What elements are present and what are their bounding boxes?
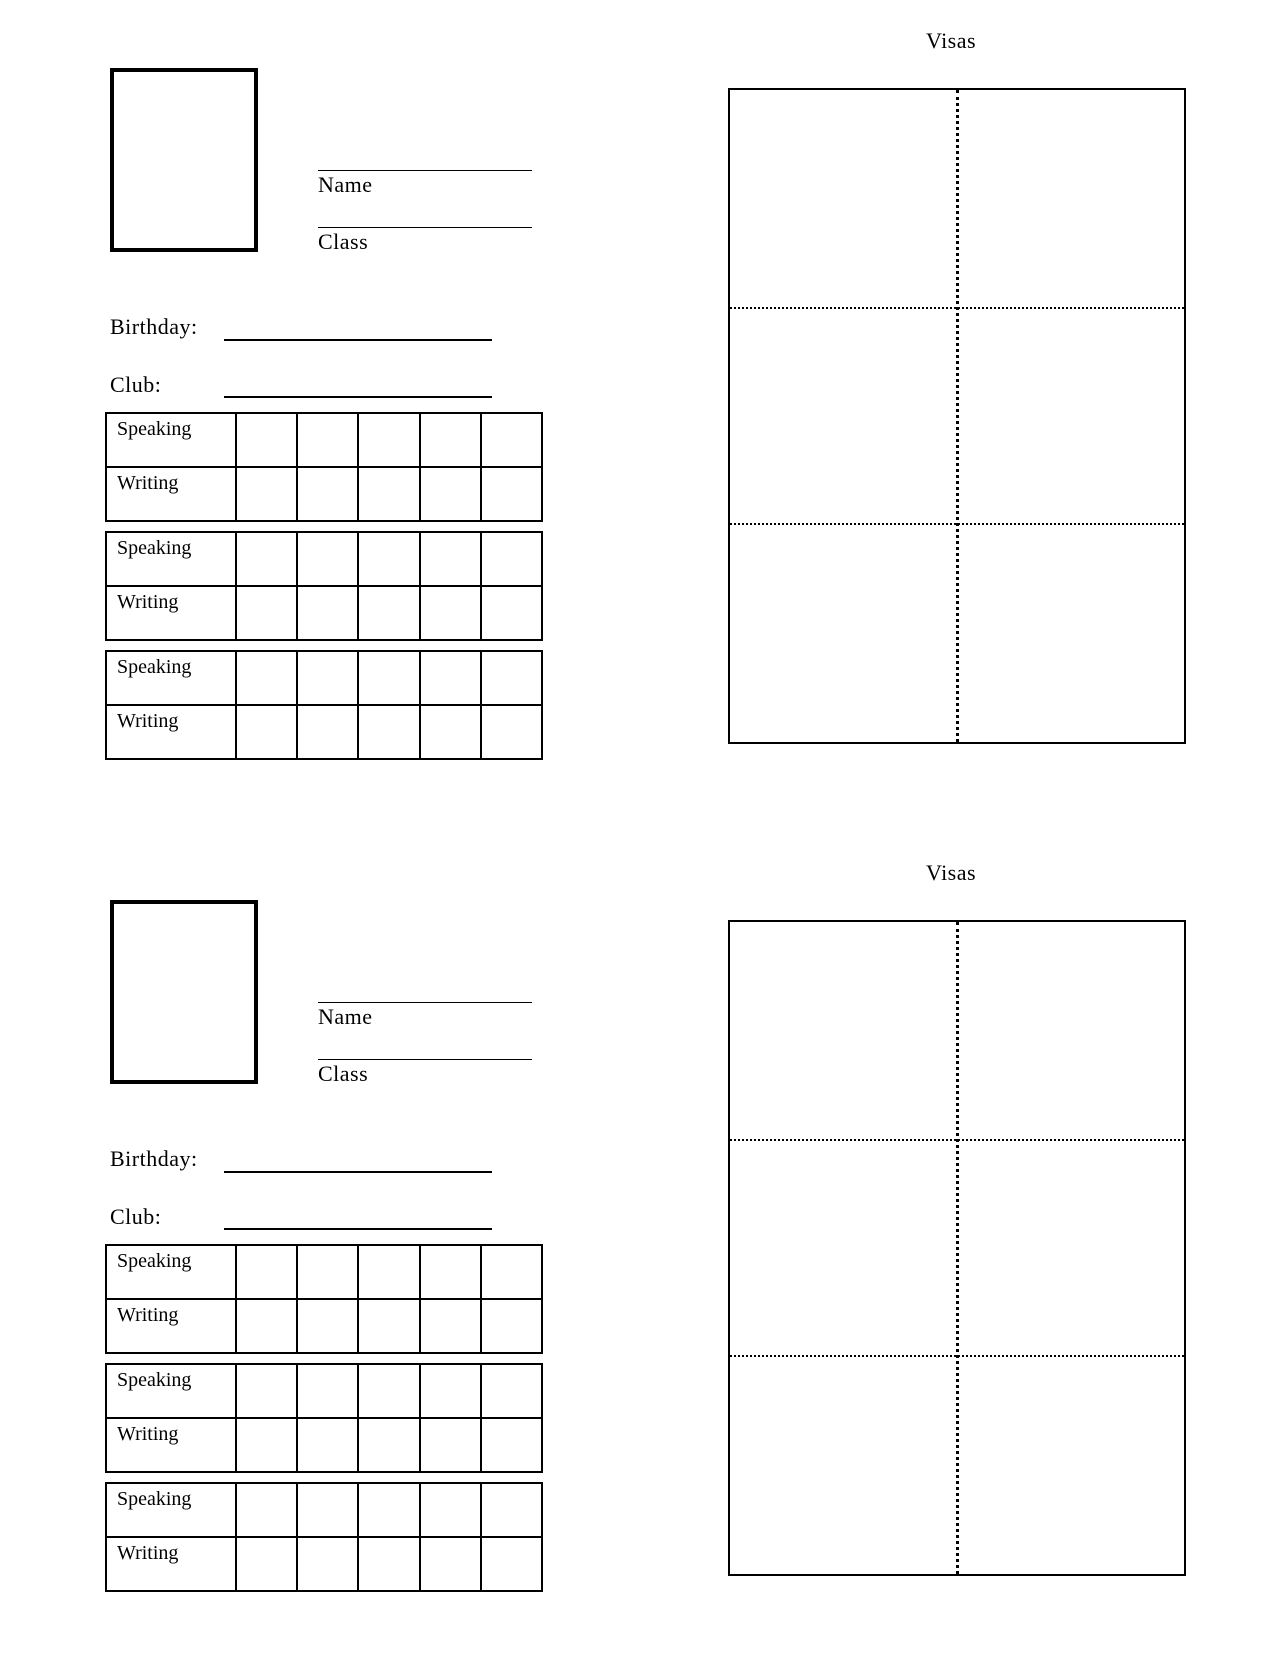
table-row	[106, 467, 542, 521]
score-box	[420, 1245, 481, 1299]
visa-row-divider	[730, 523, 1184, 525]
score-box	[297, 532, 358, 586]
score-box	[481, 651, 542, 705]
birthday-line	[224, 1171, 492, 1173]
writing-label: Writing	[106, 1418, 236, 1472]
score-box	[297, 413, 358, 467]
score-box	[297, 1245, 358, 1299]
score-box	[358, 1483, 419, 1537]
table-row	[106, 705, 542, 759]
club-line	[224, 396, 492, 398]
writing-label: Writing	[106, 467, 236, 521]
score-box	[236, 1299, 297, 1353]
table-row	[106, 532, 542, 586]
score-box	[236, 413, 297, 467]
table-row	[106, 1364, 542, 1418]
score-table-3	[105, 650, 543, 760]
score-box	[358, 1299, 419, 1353]
writing-label: Writing	[106, 1299, 236, 1353]
score-box	[481, 1483, 542, 1537]
score-box	[236, 705, 297, 759]
table-row	[106, 413, 542, 467]
writing-label: Writing	[106, 586, 236, 640]
score-box	[236, 1245, 297, 1299]
speaking-label: Speaking	[106, 413, 236, 467]
score-table-2	[105, 531, 543, 641]
table-row	[106, 1483, 542, 1537]
club-label: Club:	[110, 1204, 162, 1229]
speaking-label: Speaking	[106, 532, 236, 586]
score-box	[358, 586, 419, 640]
score-box	[420, 651, 481, 705]
table-row	[106, 1418, 542, 1472]
table-row	[106, 651, 542, 705]
score-box	[420, 1299, 481, 1353]
table-row	[106, 1245, 542, 1299]
score-box	[481, 467, 542, 521]
score-table-2	[105, 1363, 543, 1473]
passport-top	[0, 0, 1275, 825]
visas-grid	[728, 88, 1186, 744]
club-label: Club:	[110, 372, 162, 397]
score-box	[481, 586, 542, 640]
score-box	[236, 532, 297, 586]
score-table-1	[105, 412, 543, 522]
score-box	[420, 1364, 481, 1418]
visa-column-divider	[956, 922, 959, 1574]
writing-label: Writing	[106, 705, 236, 759]
score-box	[297, 467, 358, 521]
club-line	[224, 1228, 492, 1230]
score-box	[236, 467, 297, 521]
visa-row-divider	[730, 1139, 1184, 1141]
speaking-label: Speaking	[106, 1364, 236, 1418]
score-box	[481, 1364, 542, 1418]
score-box	[420, 1483, 481, 1537]
score-box	[297, 1483, 358, 1537]
writing-label: Writing	[106, 1537, 236, 1591]
score-box	[481, 1299, 542, 1353]
name-line	[318, 170, 532, 171]
class-line	[318, 1059, 532, 1060]
table-row	[106, 586, 542, 640]
birthday-label: Birthday:	[110, 1146, 198, 1171]
visas-title: Visas	[926, 860, 977, 885]
score-box	[420, 467, 481, 521]
score-box	[236, 1483, 297, 1537]
visa-row-divider	[730, 1355, 1184, 1357]
score-box	[358, 467, 419, 521]
score-box	[236, 586, 297, 640]
score-box	[481, 1418, 542, 1472]
score-box	[358, 651, 419, 705]
speaking-label: Speaking	[106, 1483, 236, 1537]
score-box	[420, 413, 481, 467]
score-box	[297, 1537, 358, 1591]
class-line	[318, 227, 532, 228]
score-table-3	[105, 1482, 543, 1592]
score-box	[297, 1418, 358, 1472]
birthday-label: Birthday:	[110, 314, 198, 339]
score-box	[358, 532, 419, 586]
passport-bottom	[0, 832, 1275, 1657]
score-box	[358, 1364, 419, 1418]
score-box	[481, 1537, 542, 1591]
visa-column-divider	[956, 90, 959, 742]
class-label: Class	[318, 229, 369, 254]
visa-row-divider	[730, 307, 1184, 309]
score-box	[358, 1537, 419, 1591]
score-box	[236, 651, 297, 705]
score-box	[297, 1364, 358, 1418]
name-line	[318, 1002, 532, 1003]
name-label: Name	[318, 1004, 373, 1029]
score-box	[236, 1537, 297, 1591]
score-box	[236, 1364, 297, 1418]
score-box	[420, 1418, 481, 1472]
table-row	[106, 1299, 542, 1353]
photo-box	[110, 900, 258, 1084]
name-label: Name	[318, 172, 373, 197]
score-box	[420, 532, 481, 586]
score-box	[297, 705, 358, 759]
class-label: Class	[318, 1061, 369, 1086]
score-box	[297, 586, 358, 640]
score-box	[481, 532, 542, 586]
score-box	[420, 1537, 481, 1591]
score-box	[297, 651, 358, 705]
score-box	[358, 1245, 419, 1299]
score-box	[420, 705, 481, 759]
score-box	[358, 1418, 419, 1472]
score-box	[481, 705, 542, 759]
score-box	[358, 413, 419, 467]
score-box	[481, 1245, 542, 1299]
visas-title: Visas	[926, 28, 977, 53]
speaking-label: Speaking	[106, 1245, 236, 1299]
score-box	[358, 705, 419, 759]
score-box	[297, 1299, 358, 1353]
score-table-1	[105, 1244, 543, 1354]
score-box	[236, 1418, 297, 1472]
table-row	[106, 1537, 542, 1591]
visas-grid	[728, 920, 1186, 1576]
photo-box	[110, 68, 258, 252]
birthday-line	[224, 339, 492, 341]
score-box	[481, 413, 542, 467]
score-box	[420, 586, 481, 640]
speaking-label: Speaking	[106, 651, 236, 705]
